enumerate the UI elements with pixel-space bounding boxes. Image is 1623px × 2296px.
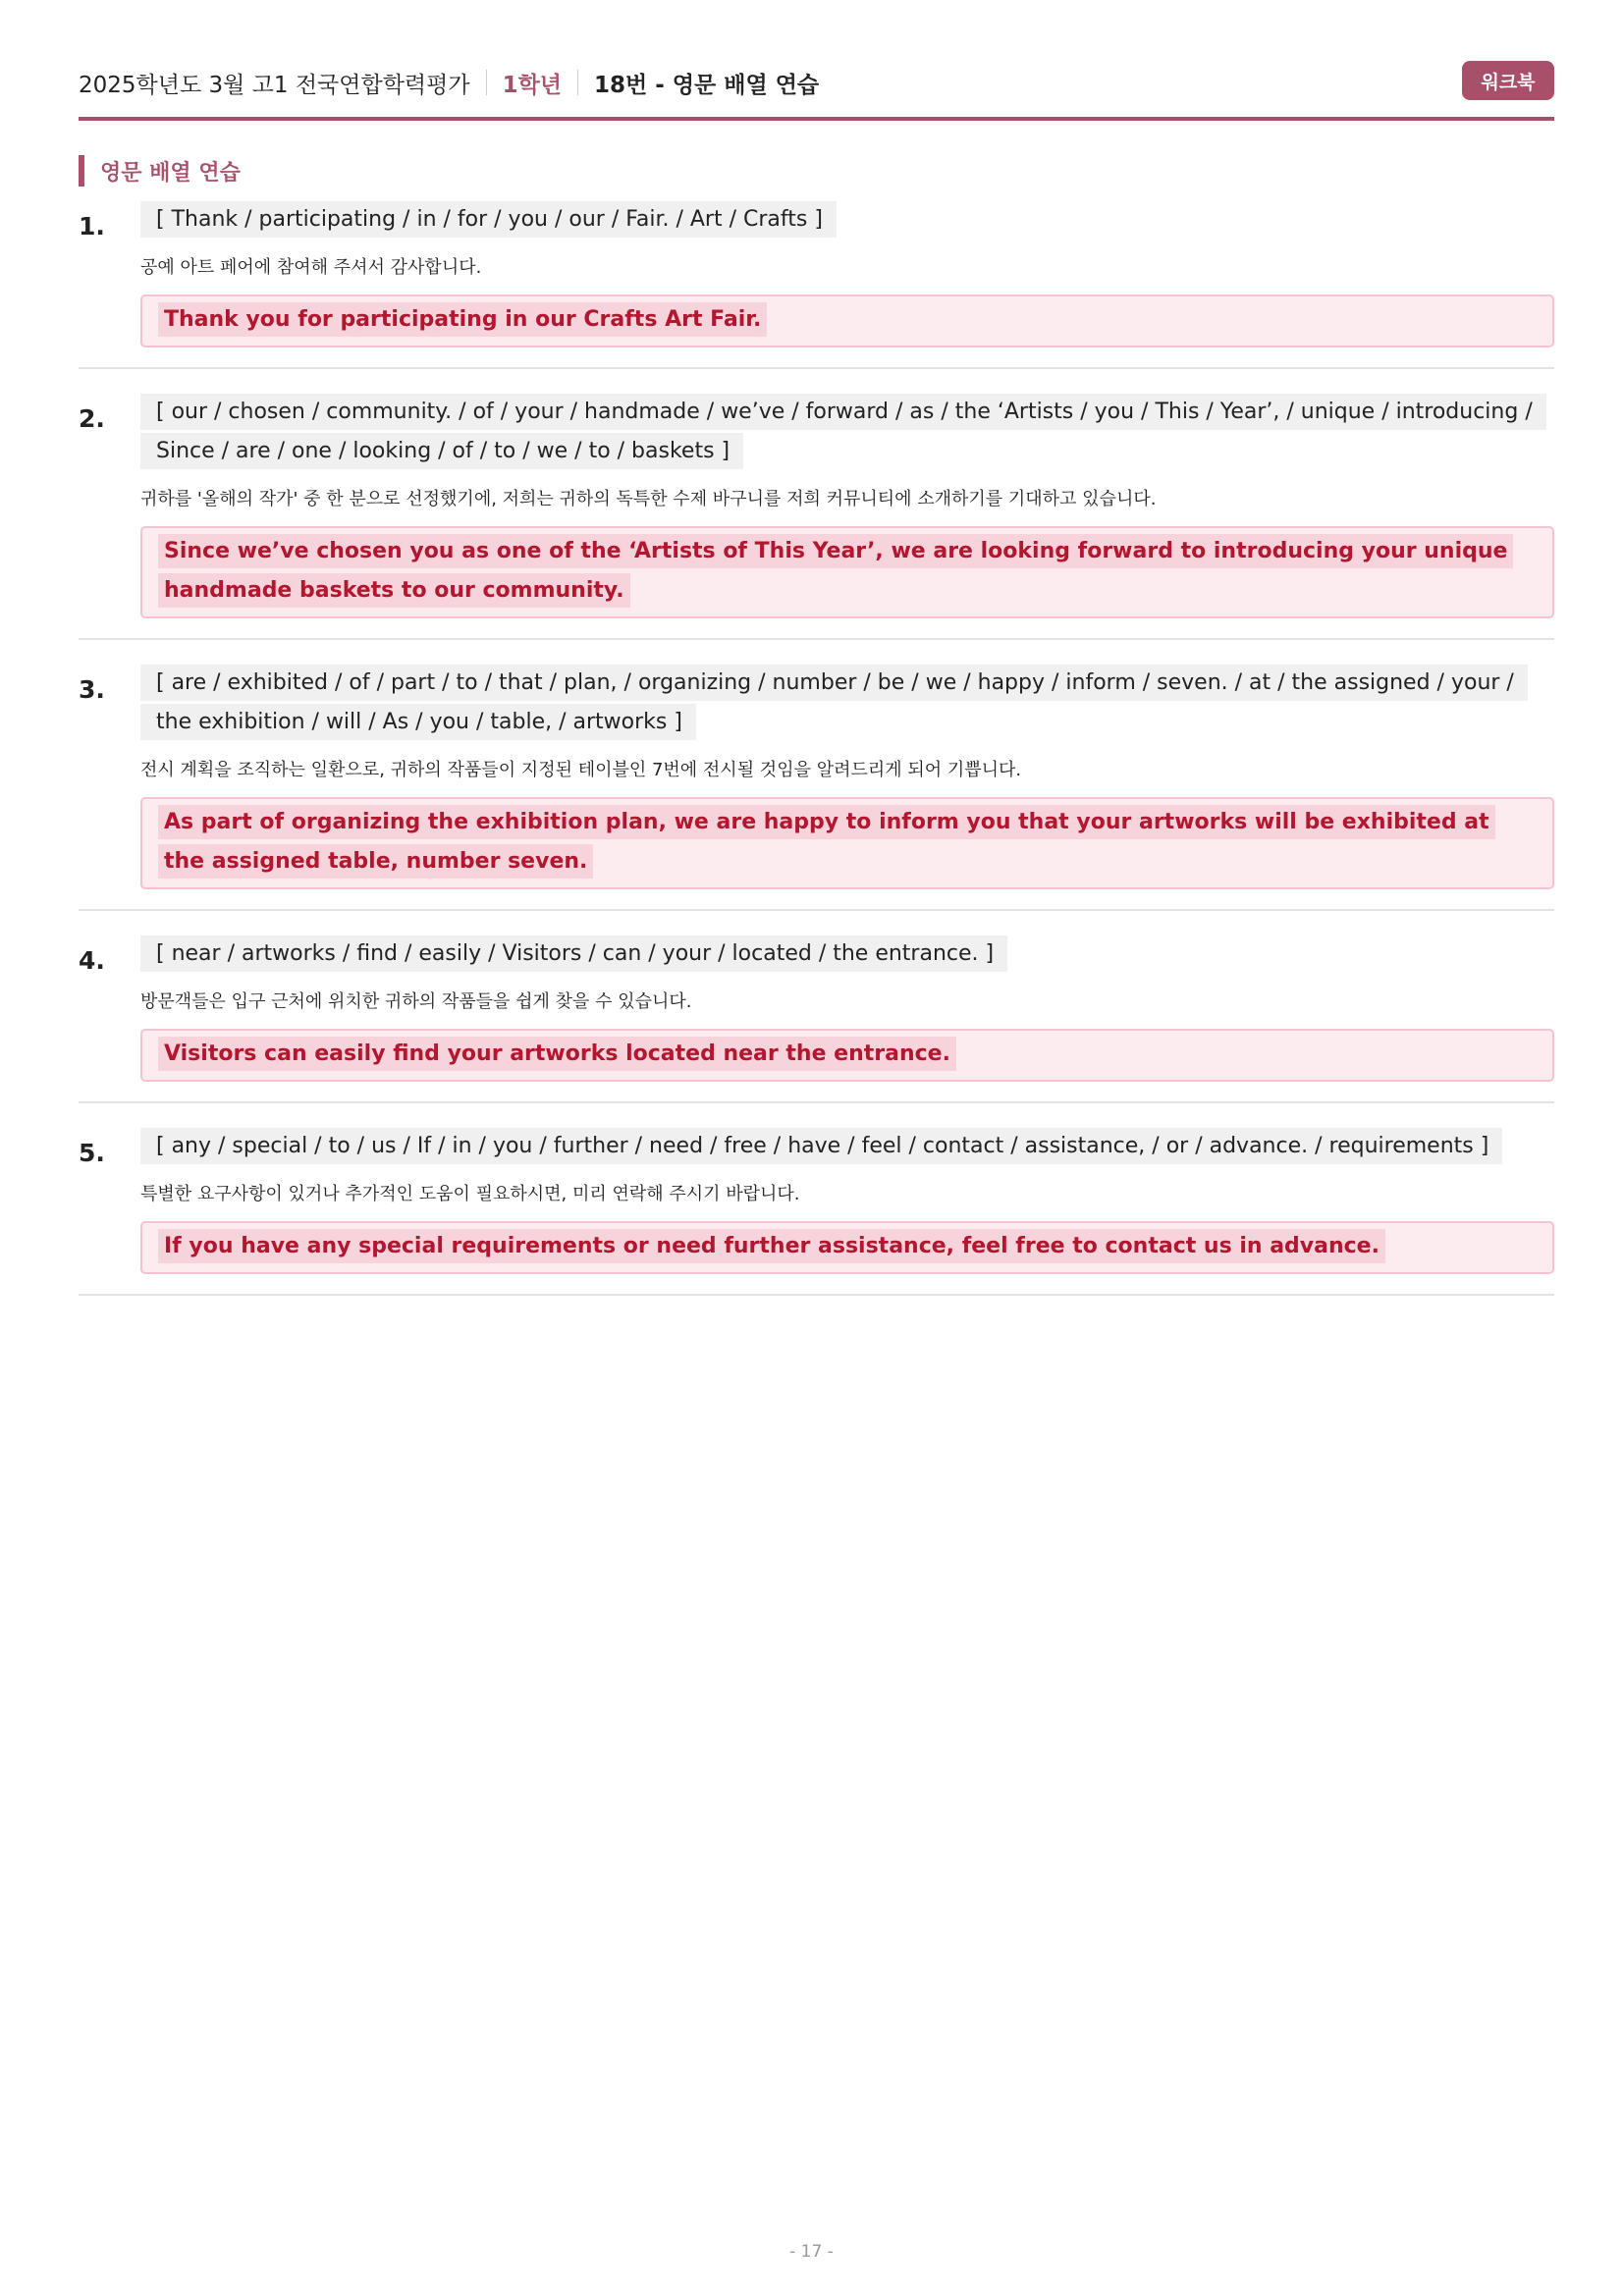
item-number: 5. xyxy=(79,1139,105,1167)
scrambled-words xyxy=(140,200,1554,240)
answer-box xyxy=(140,1029,1554,1082)
korean-translation: 방문객들은 입구 근처에 위치한 귀하의 작품들을 쉽게 찾을 수 있습니다. xyxy=(140,991,692,1012)
page-number: - 17 - xyxy=(789,2242,834,2262)
scrambled-words-text: [ Thank / participating / in / for / you / our / Fair. / Art / Crafts ] xyxy=(140,201,837,238)
scrambled-words-text: [ near / artworks / find / easily / Visitors / can / your / located / the entrance. ] xyxy=(140,935,1007,972)
exercise-item xyxy=(79,1125,1554,1296)
page-header xyxy=(79,61,1554,104)
section-title: 영문 배열 연습 xyxy=(79,155,241,187)
answer-text: As part of organizing the exhibition plan, we are happy to inform you that your artworks will be exhibited at the assigned table, number seven. xyxy=(158,805,1495,879)
header-rule xyxy=(79,117,1554,121)
exercise-list xyxy=(79,198,1554,1317)
item-number: 1. xyxy=(79,212,105,240)
scrambled-words xyxy=(140,664,1554,742)
answer-text: Visitors can easily find your artworks located near the entrance. xyxy=(158,1037,956,1071)
question-title: 18번 - 영문 배열 연습 xyxy=(594,72,820,98)
korean-translation: 특별한 요구사항이 있거나 추가적인 도움이 필요하시면, 미리 연락해 주시기 바랍니다. xyxy=(140,1184,800,1204)
item-number: 3. xyxy=(79,675,105,704)
grade-label: 1학년 xyxy=(502,72,563,98)
item-number: 4. xyxy=(79,946,105,975)
answer-text: Since we’ve chosen you as one of the ‘Artists of This Year’, we are looking forward to introducing your unique handmade baskets to our community. xyxy=(158,534,1513,608)
exercise-item xyxy=(79,933,1554,1103)
answer-box xyxy=(140,526,1554,618)
scrambled-words xyxy=(140,1127,1554,1166)
answer-text: Thank you for participating in our Crafts Art Fair. xyxy=(158,302,767,337)
answer-box xyxy=(140,1221,1554,1274)
scrambled-words xyxy=(140,934,1554,974)
exam-name: 2025학년도 3월 고1 전국연합학력평가 xyxy=(79,72,470,98)
korean-translation: 전시 계획을 조직하는 일환으로, 귀하의 작품들이 지정된 테이블인 7번에 전시될 것임을 알려드리게 되어 기쁩니다. xyxy=(140,760,1022,780)
answer-text: If you have any special requirements or need further assistance, feel free to contact us in advance. xyxy=(158,1229,1385,1263)
exercise-item xyxy=(79,198,1554,369)
header-info xyxy=(79,67,819,99)
exercise-item xyxy=(79,391,1554,640)
answer-box xyxy=(140,797,1554,889)
korean-translation: 귀하를 '올해의 작가' 중 한 분으로 선정했기에, 저희는 귀하의 독특한 수제 바구니를 저희 커뮤니티에 소개하기를 기대하고 있습니다. xyxy=(140,489,1157,509)
header-divider xyxy=(577,70,578,95)
exercise-item xyxy=(79,662,1554,911)
scrambled-words-text: [ our / chosen / community. / of / your / handmade / we’ve / forward / as / the ‘Artists / you / This / Year’, / unique / introducing / Since / are / one / looking / of / to / we / to / baskets ] xyxy=(140,394,1546,469)
answer-box xyxy=(140,294,1554,347)
scrambled-words-text: [ any / special / to / us / If / in / you / further / need / free / have / feel / contact / assistance, / or / advance. / requirements ] xyxy=(140,1128,1502,1164)
item-number: 2. xyxy=(79,404,105,433)
scrambled-words-text: [ are / exhibited / of / part / to / that / plan, / organizing / number / be / we / happy / inform / seven. / at / the assigned / your / the exhibition / will / As / you / table, / artworks ] xyxy=(140,665,1528,740)
scrambled-words xyxy=(140,393,1554,471)
header-divider xyxy=(486,70,487,95)
workbook-badge: 워크북 xyxy=(1462,61,1554,100)
korean-translation: 공예 아트 페어에 참여해 주셔서 감사합니다. xyxy=(140,257,482,278)
